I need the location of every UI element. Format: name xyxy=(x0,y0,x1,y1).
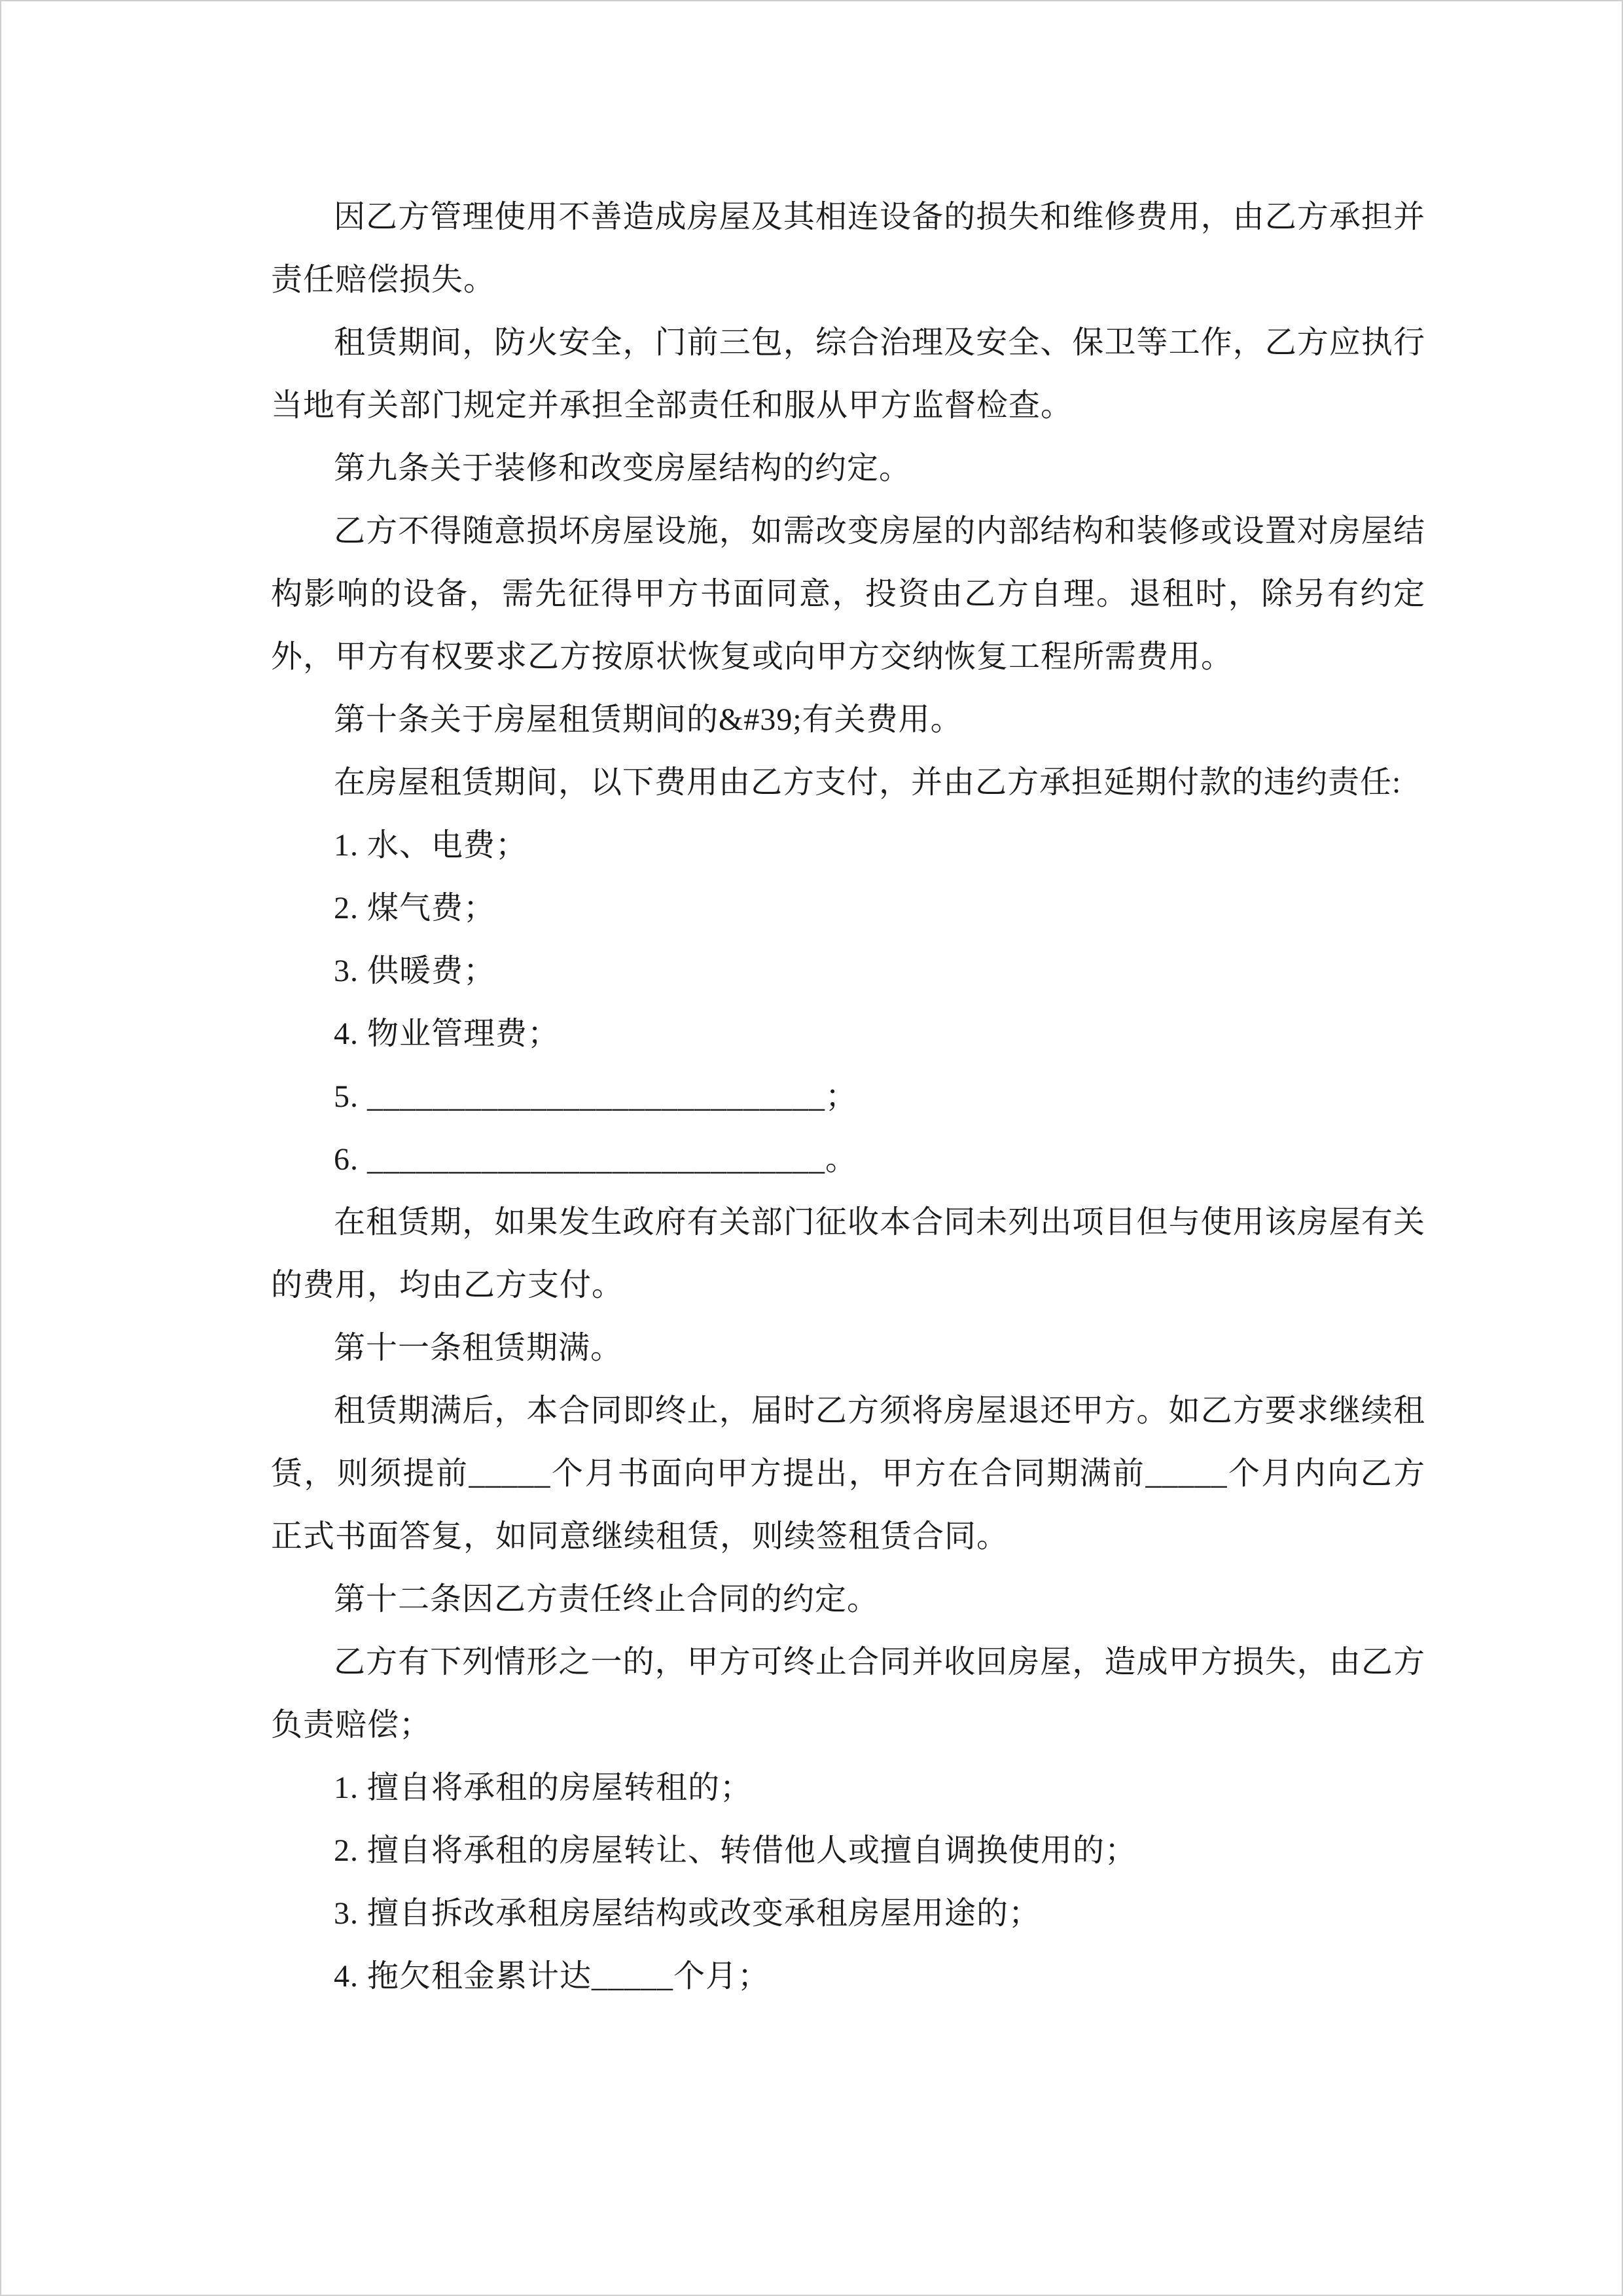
list-item: 3. 擅自拆改承租房屋结构或改变承租房屋用途的； xyxy=(334,1896,1041,1931)
article-heading: 第十条关于房屋租赁期间的&#39;有关费用。 xyxy=(334,702,963,737)
paragraph: 乙方不得随意损坏房屋设施，如需改变房屋的内部结构和装修或设置对房屋结构影响的设备，需先征得甲方书面同意，投资由乙方自理。退租时，除另有约定外，甲方有权要求乙方按原状恢复或向甲方交纳恢复工程所需费用。 xyxy=(271,514,1425,674)
document-content xyxy=(1,1,1622,2008)
article-heading: 第十二条因乙方责任终止合同的约定。 xyxy=(334,1582,880,1617)
article-heading: 第十一条租赁期满。 xyxy=(334,1331,623,1365)
list-item: 1. 擅自将承租的房屋转租的； xyxy=(334,1770,753,1805)
paragraph: 租赁期间，防火安全，门前三包，综合治理及安全、保卫等工作，乙方应执行当地有关部门规定并承担全部责任和服从甲方监督检查。 xyxy=(271,325,1425,423)
list-item-blank: 4. 拖欠租金累计达_____个月； xyxy=(334,1959,770,1994)
article-heading: 第九条关于装修和改变房屋结构的约定。 xyxy=(334,451,912,486)
list-item: 2. 擅自将承租的房屋转让、转借他人或擅自调换使用的； xyxy=(334,1833,1137,1868)
list-item-blank: 5. ____________________________； xyxy=(334,1079,858,1114)
list-item: 1. 水、电费； xyxy=(334,828,528,863)
paragraph: 在房屋租赁期间，以下费用由乙方支付，并由乙方承担延期付款的违约责任: xyxy=(334,765,1402,800)
list-item-blank: 6. ____________________________。 xyxy=(334,1142,858,1177)
list-item: 2. 煤气费； xyxy=(334,891,496,925)
paragraph: 乙方有下列情形之一的，甲方可终止合同并收回房屋，造成甲方损失，由乙方负责赔偿； xyxy=(271,1645,1425,1742)
list-item: 3. 供暖费； xyxy=(334,954,496,988)
paragraph: 租赁期满后，本合同即终止，届时乙方须将房屋退还甲方。如乙方要求继续租赁，则须提前_____个月书面向甲方提出，甲方在合同期满前_____个月内向乙方正式书面答复，如同意继续租赁，则续签租赁合同。 xyxy=(271,1393,1425,1554)
list-item: 4. 物业管理费； xyxy=(334,1016,560,1051)
paragraph: 因乙方管理使用不善造成房屋及其相连设备的损失和维修费用，由乙方承担并责任赔偿损失。 xyxy=(271,200,1425,297)
paragraph: 在租赁期，如果发生政府有关部门征收本合同未列出项目但与使用该房屋有关的费用，均由乙方支付。 xyxy=(271,1205,1425,1302)
